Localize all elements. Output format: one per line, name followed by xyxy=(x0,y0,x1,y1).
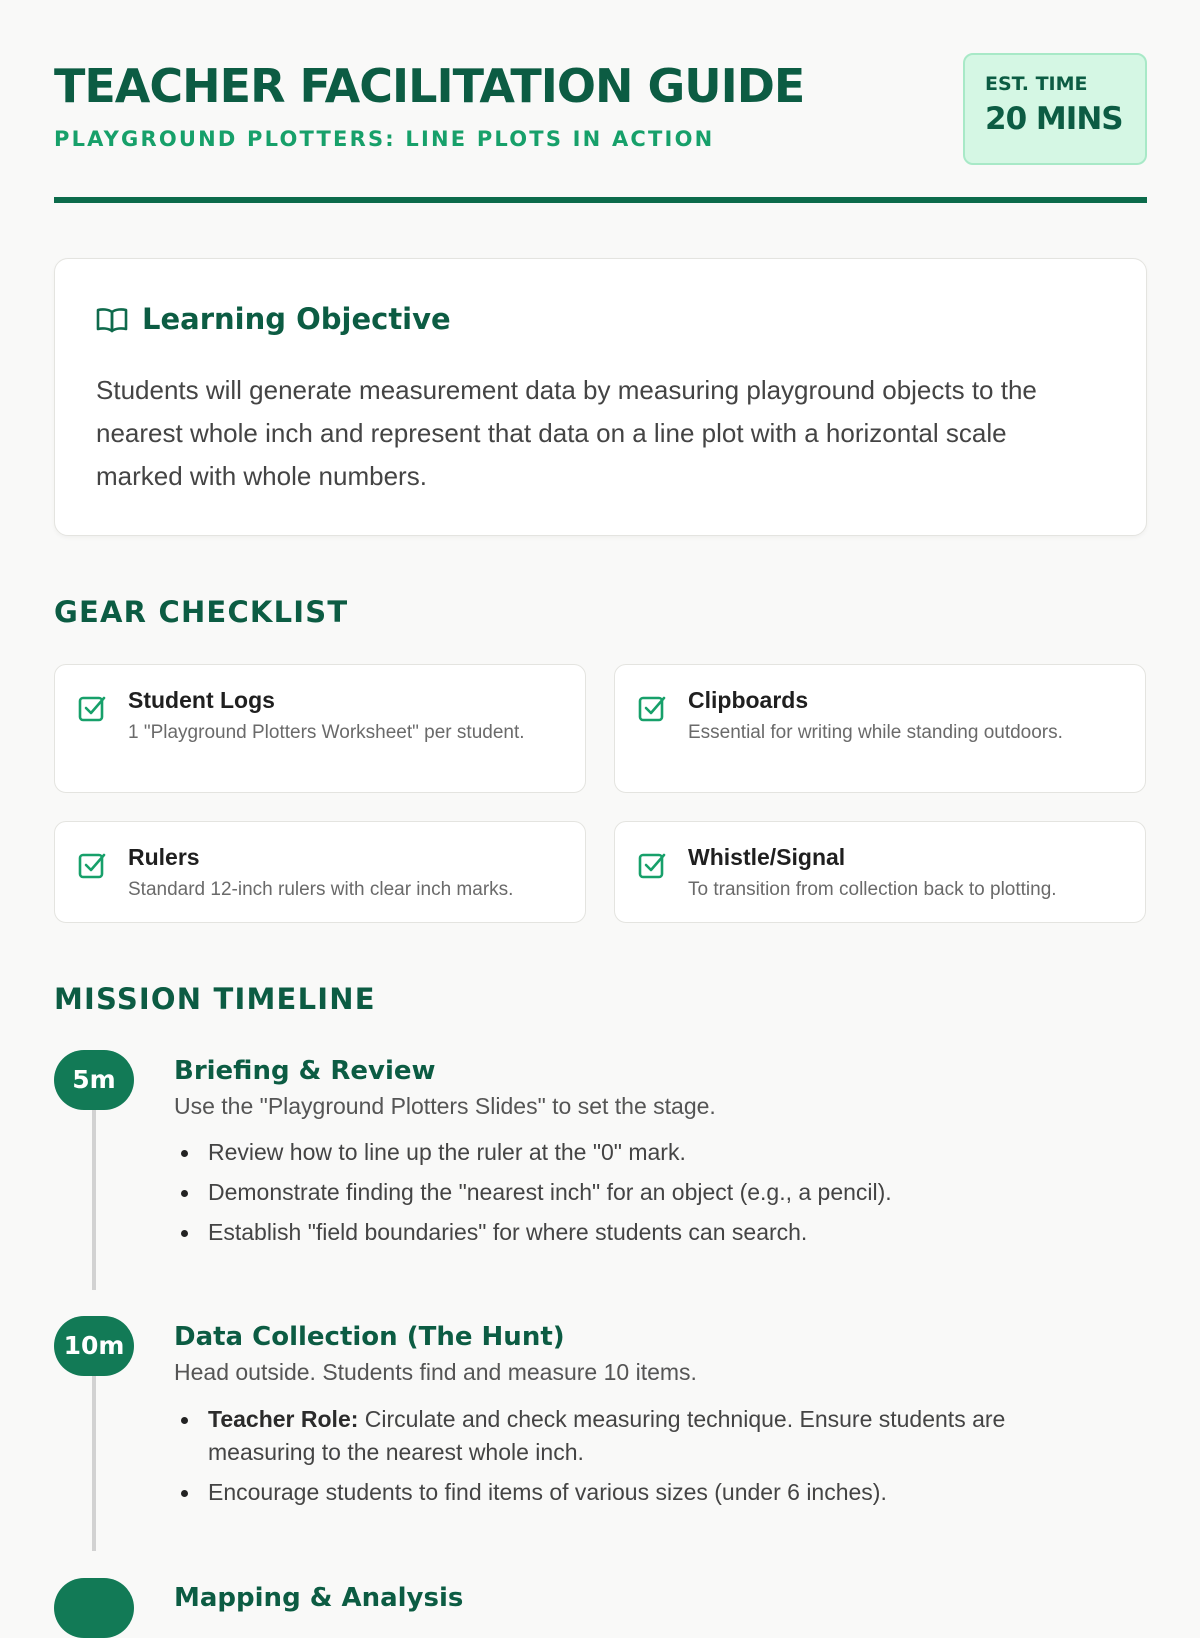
mission-timeline-heading: MISSION TIMELINE xyxy=(54,982,376,1016)
header-divider xyxy=(54,197,1147,203)
list-item xyxy=(208,1476,1088,1509)
estimated-time-value: 20 MINS xyxy=(985,101,1123,137)
timeline-step-title: Data Collection (The Hunt) xyxy=(174,1322,565,1352)
bullet-text: Establish "field boundaries" for where students can search. xyxy=(208,1219,808,1245)
learning-objective-title: Learning Objective xyxy=(142,302,451,336)
bullet-text: Circulate and check measuring technique. Ensure students are measuring to the nearest whole inch. xyxy=(208,1406,1006,1465)
timeline-connector xyxy=(92,1110,96,1290)
bullet-lead: Teacher Role: xyxy=(208,1406,359,1432)
timeline-step-title: Briefing & Review xyxy=(174,1056,436,1086)
gear-item-title: Rulers xyxy=(128,844,200,870)
estimated-time-label: EST. TIME xyxy=(985,73,1088,95)
timeline-step-title: Mapping & Analysis xyxy=(174,1583,464,1613)
list-item xyxy=(208,1216,1088,1249)
learning-objective-header xyxy=(96,302,451,336)
timeline-step-description: Use the "Playground Plotters Slides" to set the stage. xyxy=(174,1093,716,1119)
gear-item-description: Essential for writing while standing outdoors. xyxy=(688,722,1063,743)
timeline-step-bullets xyxy=(174,1136,1088,1256)
gear-item-description: To transition from collection back to plotting. xyxy=(688,879,1057,900)
checkbox-checked-icon xyxy=(637,693,667,723)
list-item xyxy=(208,1136,1088,1169)
list-item xyxy=(208,1176,1088,1209)
timeline-step-bullets xyxy=(174,1403,1088,1516)
list-item xyxy=(208,1403,1088,1469)
bullet-text: Demonstrate finding the "nearest inch" for an object (e.g., a pencil). xyxy=(208,1179,892,1205)
checkbox-checked-icon xyxy=(77,693,107,723)
timeline-step-description: Head outside. Students find and measure 10 items. xyxy=(174,1359,697,1385)
page-header xyxy=(54,53,1147,173)
gear-checklist-heading: GEAR CHECKLIST xyxy=(54,595,349,629)
timeline-step-duration-badge xyxy=(54,1578,134,1638)
gear-item-whistle-signal xyxy=(614,821,1146,923)
learning-objective-card xyxy=(54,258,1147,536)
checkbox-checked-icon xyxy=(637,850,667,880)
gear-item-description: 1 "Playground Plotters Worksheet" per student. xyxy=(128,722,525,743)
timeline-step-duration-badge: 10m xyxy=(54,1316,134,1376)
page-subtitle: PLAYGROUND PLOTTERS: LINE PLOTS IN ACTION xyxy=(54,127,715,151)
gear-item-title: Student Logs xyxy=(128,687,275,713)
gear-item-clipboards xyxy=(614,664,1146,793)
gear-item-rulers xyxy=(54,821,586,923)
checkbox-checked-icon xyxy=(77,850,107,880)
timeline-step-duration-badge: 5m xyxy=(54,1050,134,1110)
page-title: TEACHER FACILITATION GUIDE xyxy=(54,59,805,113)
gear-item-title: Whistle/Signal xyxy=(688,844,846,870)
bullet-text: Review how to line up the ruler at the "0" mark. xyxy=(208,1139,686,1165)
timeline-connector xyxy=(92,1376,96,1551)
gear-item-title: Clipboards xyxy=(688,687,809,713)
gear-item-description: Standard 12-inch rulers with clear inch marks. xyxy=(128,879,514,900)
gear-item-student-logs xyxy=(54,664,586,793)
estimated-time-badge xyxy=(963,53,1147,165)
open-book-icon xyxy=(96,306,128,334)
learning-objective-text: Students will generate measurement data by measuring playground objects to the nearest whole inch and represent that data on a line plot with a horizontal scale marked with whole numbers. xyxy=(96,375,1037,491)
bullet-text: Encourage students to find items of various sizes (under 6 inches). xyxy=(208,1479,887,1505)
